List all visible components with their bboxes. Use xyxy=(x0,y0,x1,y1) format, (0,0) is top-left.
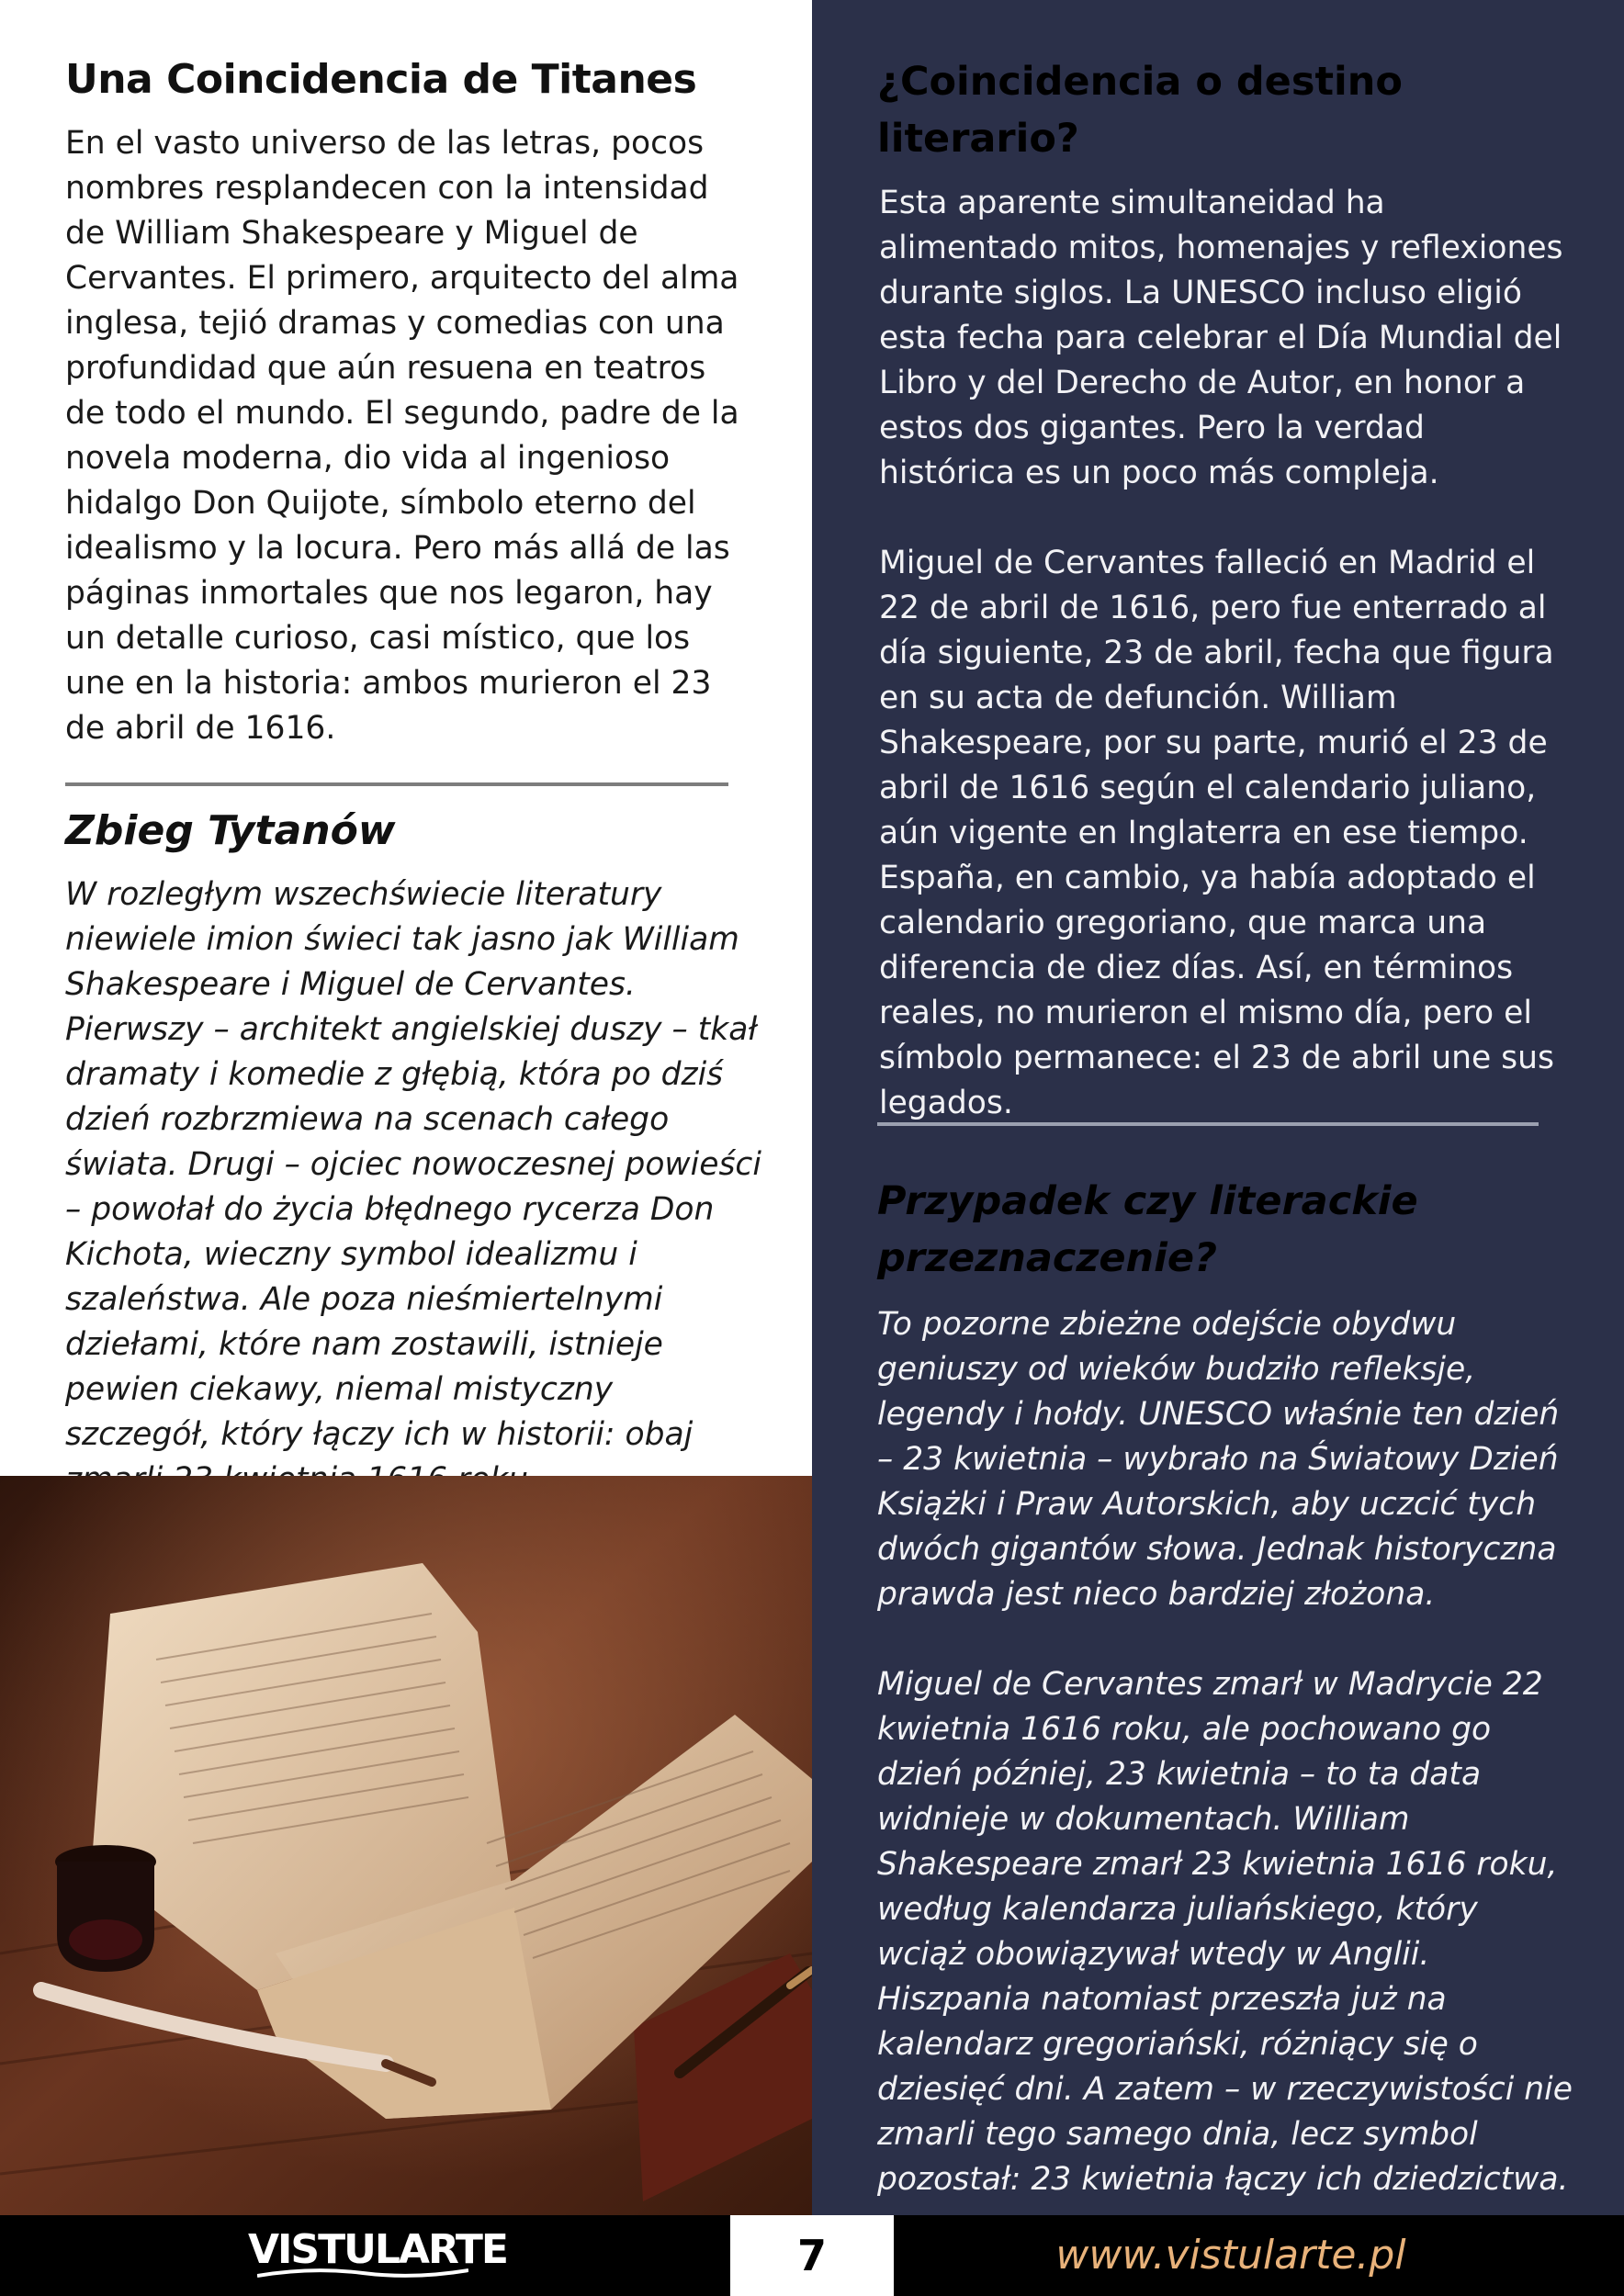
logo-text: VISTULARTE xyxy=(248,2226,507,2273)
spanish-right-text xyxy=(879,181,1563,1126)
left-divider xyxy=(65,782,728,786)
polish-title: Zbieg Tytanów xyxy=(65,807,396,854)
vistularte-logo xyxy=(248,2223,507,2289)
spanish-intro-text: En el vasto universo de las letras, pocos nombres resplandecen con la intensidad de William Shakespeare y Miguel de Cervantes. El primero, arquitecto del alma inglesa, tejió dramas y comedias con una profundidad que aún resuena en teatros de todo el mundo. El segundo, padre de la novela moderna, dio vida al ingenioso hidalgo Don Quijote, símbolo eterno del idealismo y la locura. Pero más allá de las páginas inmortales que nos legaron, hay un detalle curioso, casi místico, que los une en la historia: ambos murieron el 23 de abril de 1616. xyxy=(65,125,739,747)
spanish-right-title: ¿Coincidencia o destino literario? xyxy=(877,59,1403,162)
page-number: 7 xyxy=(730,2215,894,2296)
spanish-right-paragraph-1: Esta aparente simultaneidad ha alimentado mitos, homenajes y reflexiones durante siglos. La UNESCO incluso eligió esta fecha para celebrar el Día Mundial del Libro y del Derecho de Autor, en honor a estos dos gigantes. Pero la verdad histórica es un poco más compleja. xyxy=(879,185,1563,491)
spanish-title: Una Coincidencia de Titanes xyxy=(65,56,697,103)
book-quill-photo xyxy=(0,1476,812,2215)
polish-right-text xyxy=(877,1302,1575,2202)
spanish-right-paragraph-2: Miguel de Cervantes falleció en Madrid el 22 de abril de 1616, pero fue enterrado al día siguiente, 23 de abril, fecha que figura en su acta de defunción. William Shakespeare, por su parte, murió el 23 de abril de 1616 según el calendario juliano, aún vigente en Inglaterra en ese tiempo. España, en cambio, ya había adoptado el calendario gregoriano, que marca una diferencia de diez días. Así, en términos reales, no murieron el mismo día, pero el símbolo permanece: el 23 de abril une sus legados. xyxy=(879,545,1554,1121)
polish-intro-text: W rozległym wszechświecie literatury niewiele imion świeci tak jasno jak William Shakespeare i Miguel de Cervantes. Pierwszy – architekt angielskiej duszy – tkał dramaty i komedie z głębią, która po dziś dzień rozbrzmiewa na scenach całego świata. Drugi – ojciec nowoczesnej powieści – powołał do życia błędnego rycerza Don Kichota, wieczny symbol idealizmu i szaleństwa. Ale poza nieśmiertelnymi dziełami, które nam zostawili, istnieje pewien ciekawy, niemal mistyczny szczegół, który łączy ich w historii: obaj xyxy=(65,876,761,1453)
polish-right-paragraph-2: Miguel de Cervantes zmarł w Madrycie 22 kwietnia 1616 roku, ale pochowano go dzień później, 23 kwietnia – to ta data widnieje w dokumentach. William Shakespeare zmarł 23 kwietnia 1616 roku, według kalendarza juliańskiego, który wciąż obowiązywał wtedy w Anglii. Hiszpania natomiast przeszła już na kalendarz gregoriański, różniący się o dziesięć dni. A zatem – w rzeczywistości nie zmarli tego samego dnia, lecz symbol pozostał: 23 kwietnia łączy ich dziedzictwa. xyxy=(877,1666,1573,2198)
polish-right-title: Przypadek czy literackie przeznaczenie? xyxy=(877,1178,1418,1281)
right-divider xyxy=(877,1122,1539,1126)
logo-wave-icon xyxy=(257,2267,468,2279)
website-url[interactable]: www.vistularte.pl xyxy=(1055,2232,1406,2279)
polish-right-paragraph-1: To pozorne zbieżne odejście obydwu geniuszy od wieków budziło refleksje, legendy i hołdy. UNESCO właśnie ten dzień – 23 kwietnia – wybrało na Światowy Dzień Książki i Praw Autorskich, aby uczcić tych dwóch gigantów słowa. Jednak historyczna prawda jest nieco bardziej złożona. xyxy=(877,1306,1560,1613)
